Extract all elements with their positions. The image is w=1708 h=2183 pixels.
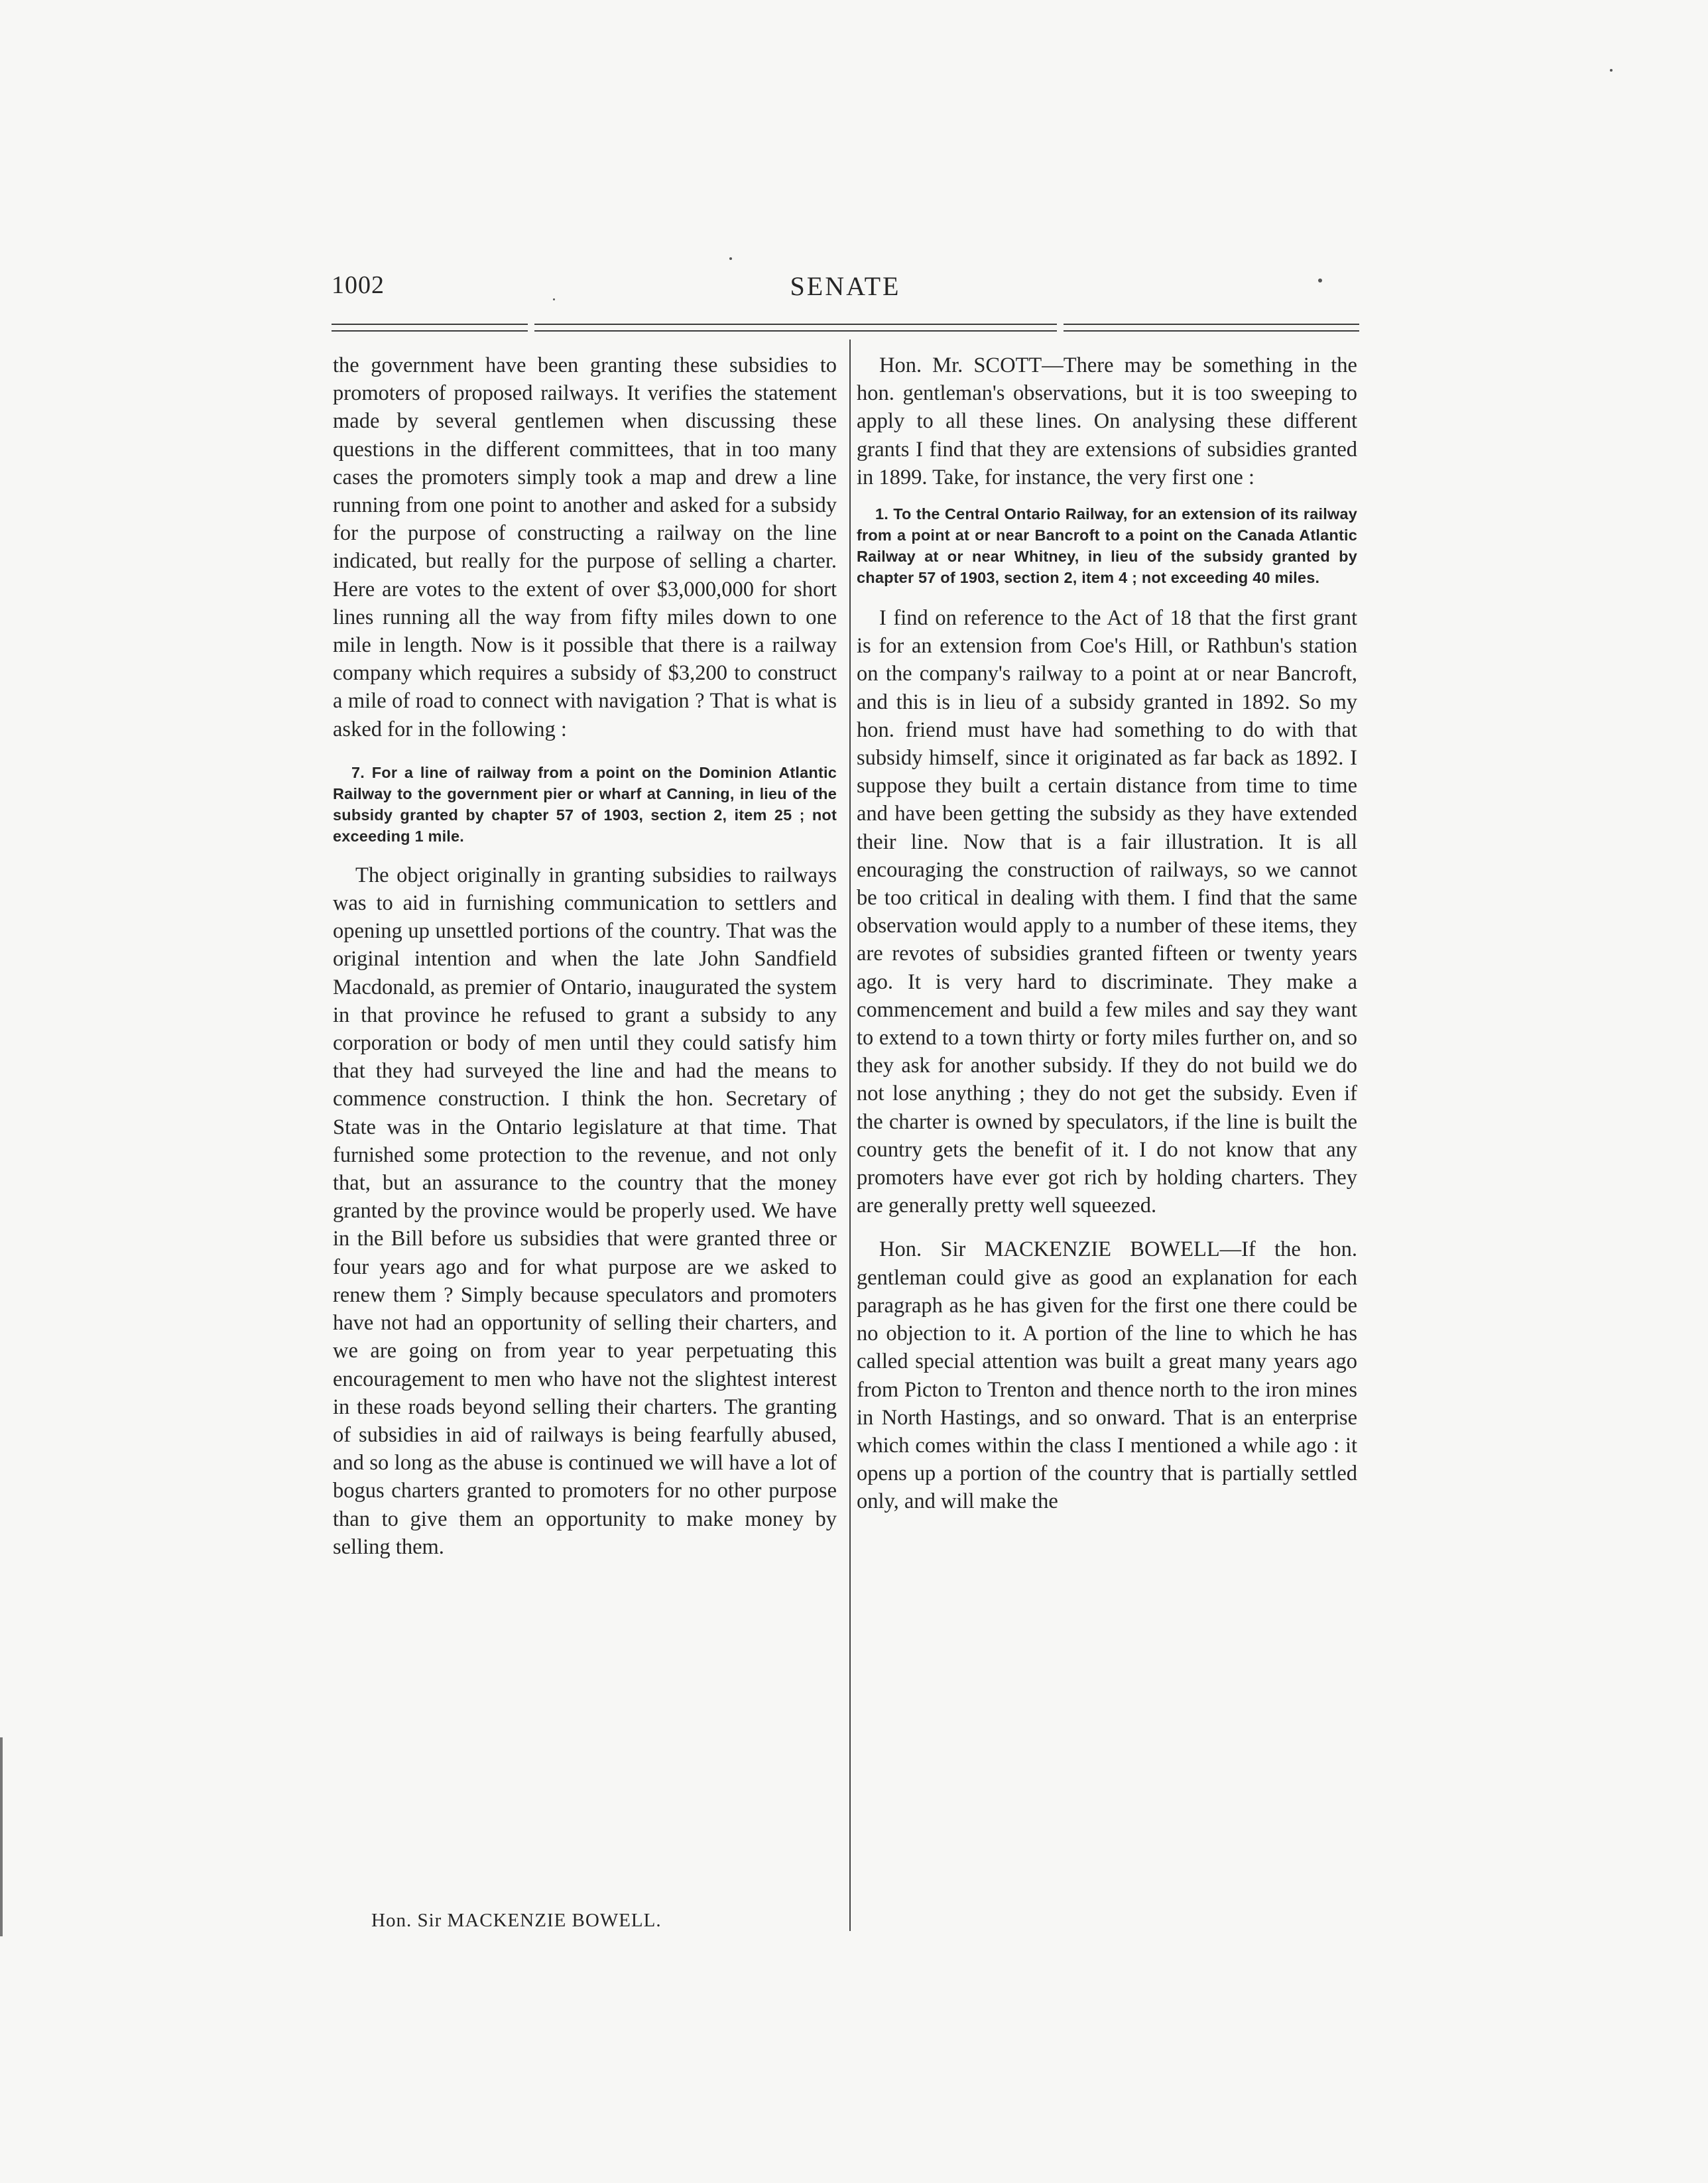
left-quoted-item: 7. For a line of railway from a point on the Dominion Atlantic Railway to the government pier or wharf at Canning, in lieu of the subsidy granted by chapter 57 of 1903, section 2, item 25 ; not exceeding 1 mile.: [333, 763, 837, 845]
right-paragraph-3: Hon. Sir MACKENZIE BOWELL—If the hon. gentleman could give as good an explanation for each paragraph as he has given for the first one there could be no objection to it. A portion of the line to which he has called special attention was built a great many years ago from Picton to Trenton and thence north to the iron mines in North Hastings, and so onward. That is an enterprise which comes within the class I mentioned a while ago : it opens up a portion of the country that is partially settled only, and will make the: [857, 1237, 1357, 1514]
scan-speck: [729, 257, 732, 260]
left-paragraph-1: the government have been granting these subsidies to promoters of proposed railways. It verifies the statement made by several gentlemen when discussing these questions in the different committees, that in too many cases the promoters simply took a map and drew a line running from one point to another and asked for a subsidy for the purpose of constructing a railway on the line indicated, but really for the purpose of selling a charter. Here are votes to the extent of over $3,000,000 for short lines running all the way from fifty miles down to one mile in length. Now is it possible that there is a railway company which requires a subsidy of $3,200 to construct a mile of road to connect with navigation ? That is what is asked for in the following :: [333, 353, 837, 741]
scan-speck: [1610, 69, 1613, 72]
page-number: 1002: [332, 271, 385, 299]
right-paragraph-2: I find on reference to the Act of 18 that the first grant is for an extension from Coe's Hill, or Rathbun's station on the company's railway to a point at or near Bancroft, and this is in lieu of a subsidy granted in 1892. So my hon. friend must have had something to do with that subsidy himself, since it originated as far back as 1892. I suppose they built a certain distance from time to time and have been getting the subsidy as they have extended their line. Now that is a fair illustration. It is all encouraging the construction of railways, so we cannot be too critical in dealing with them. I find that the same observation would apply to a number of these items, they are revotes of subsidies granted fifteen or twenty years ago. It is very hard to discriminate. They make a commencement and build a few miles and say they want to extend to a town thirty or forty miles further on, and so they ask for another subsidy. If they do not build we do not lose anything ; they do not get the subsidy. Even if the charter is owned by speculators, if the line is built the country gets the benefit of it. I do not know that any promoters have ever got rich by holding charters. They are generally pretty well squeezed.: [857, 606, 1357, 1218]
right-quoted-item: 1. To the Central Ontario Railway, for an extension of its railway from a point at or near Bancroft to a point on the Canada Atlantic Railway at or near Whitney, in lieu of the subsidy granted by chapter 57 of 1903, section 2, item 4 ; not exceeding 40 miles.: [857, 505, 1357, 587]
column-divider: [849, 340, 851, 1931]
running-footer-speaker: Hon. Sir MACKENZIE BOWELL.: [371, 1910, 662, 1931]
left-column: [333, 351, 837, 1561]
page-header: [332, 271, 1359, 304]
scan-speck: [553, 298, 555, 300]
page-title: SENATE: [790, 271, 901, 301]
header-rule-left: [332, 324, 528, 333]
right-column: [857, 351, 1357, 1516]
binding-edge-mark: [0, 1737, 3, 1936]
right-paragraph-1: Hon. Mr. SCOTT—There may be something in the hon. gentleman's observations, but it is too sweeping to apply to all these lines. On analysing these different grants I find that they are extensions of subsidies granted in 1899. Take, for instance, the very first one :: [857, 353, 1357, 489]
left-paragraph-2: The object originally in granting subsidies to railways was to aid in furnishing communication to settlers and opening up unsettled portions of the country. That was the original intention and when the late John Sandfield Macdonald, as premier of Ontario, inaugurated the system in that province he refused to grant a subsidy to any corporation or body of men until they could satisfy him that they had surveyed the line and had the means to commence construction. I think the hon. Secretary of State was in the Ontario legislature at that time. That furnished some protection to the revenue, and not only that, but an assurance to the country that the money granted by the province would be properly used. We have in the Bill before us subsidies that were granted three or four years ago and for what purpose are we asked to renew them ? Simply because speculators and promoters have not had an opportunity of selling their charters, and we are going on from year to year perpetuating this encouragement to men who have not the slightest interest in these roads beyond selling their charters. The granting of subsidies in aid of railways is being fearfully abused, and so long as the abuse is continued we will have a lot of bogus charters granted to promoters for no other purpose than to give them an opportunity to make money by selling them.: [333, 863, 837, 1559]
scan-speck: [1318, 279, 1322, 282]
header-rule-middle: [534, 324, 1057, 333]
header-rule-right: [1064, 324, 1359, 333]
